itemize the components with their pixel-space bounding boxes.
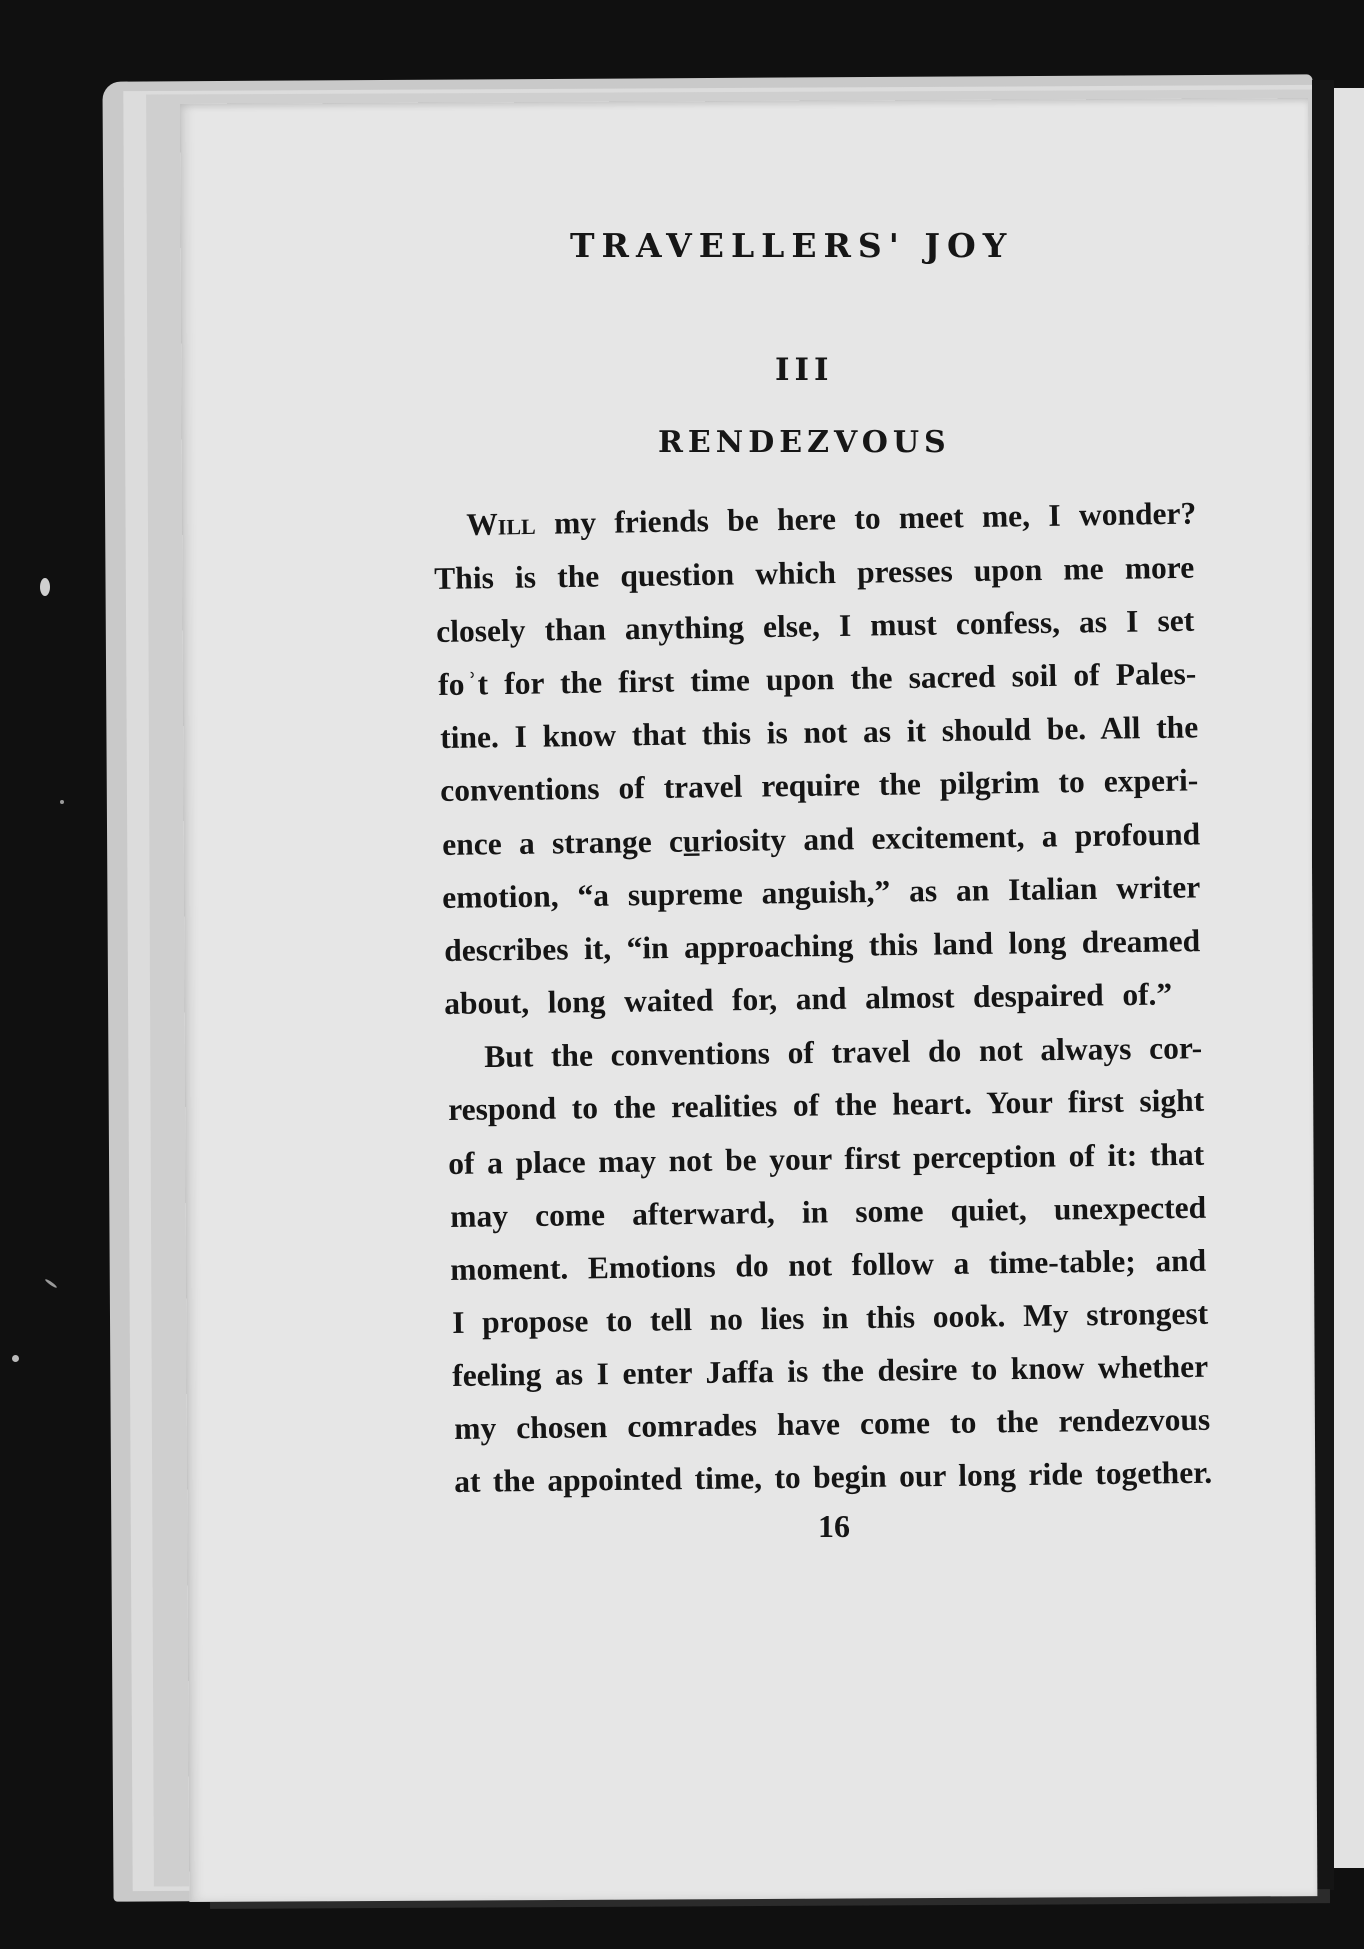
text-line: of a place may not be your first perception of it: that <box>448 1136 1205 1181</box>
text-line: describes it, “in approaching this land long dreamed <box>444 923 1201 968</box>
text-line: fo ʾt for the first time upon the sacred soil of Pales- <box>438 655 1197 702</box>
text-line: I propose to tell no lies in this ᴏook. My strongest <box>452 1295 1209 1340</box>
text-line: may come afterward, in some quiet, unexpected <box>450 1189 1207 1234</box>
text-line: conventions of travel require the pilgrim to experi- <box>440 762 1199 808</box>
text-line: closely than anything else, I must confess, as I set <box>436 602 1195 649</box>
scan-speck <box>40 578 50 596</box>
text-line: ence a strange cu̲riosity and excitement, a profound <box>442 816 1201 862</box>
text-line: at the appointed time, to begin our long ride together. <box>454 1454 1213 1499</box>
scan-speck <box>44 1278 57 1288</box>
scan-speck <box>60 800 64 804</box>
scan-speck <box>12 1355 19 1362</box>
text-line: my chosen comrades have come to the rendezvous <box>454 1401 1211 1446</box>
running-head: TRAVELLERS' JOY <box>570 226 1014 265</box>
facing-page-edge <box>1334 88 1364 1868</box>
page-number: 16 <box>818 1508 850 1544</box>
chapter-title: RENDEZVOUS <box>658 425 951 460</box>
text-line: But the conventions of travel do not always cor- <box>484 1030 1203 1074</box>
chapter-number: III <box>775 352 834 388</box>
drop-word: Will <box>466 505 536 542</box>
text-line: tine. I know that this is not as it should be. All the <box>440 709 1199 755</box>
text-line: about, long waited for, and almost despaired of.” <box>444 976 1173 1021</box>
text-line-content: my friends be here to meet me, I wonder? <box>535 495 1197 541</box>
text-line: emotion, “a supreme anguish,” as an Italian writer <box>442 869 1201 915</box>
text-line: This is the question which presses upon me more <box>434 549 1195 596</box>
text-line: feeling as I enter Jaffa is the desire to know whether <box>452 1348 1209 1393</box>
text-line: moment. Emotions do not follow a time-table; and <box>450 1242 1207 1287</box>
text-line: respond to the realities of the heart. Your first sight <box>448 1082 1205 1127</box>
